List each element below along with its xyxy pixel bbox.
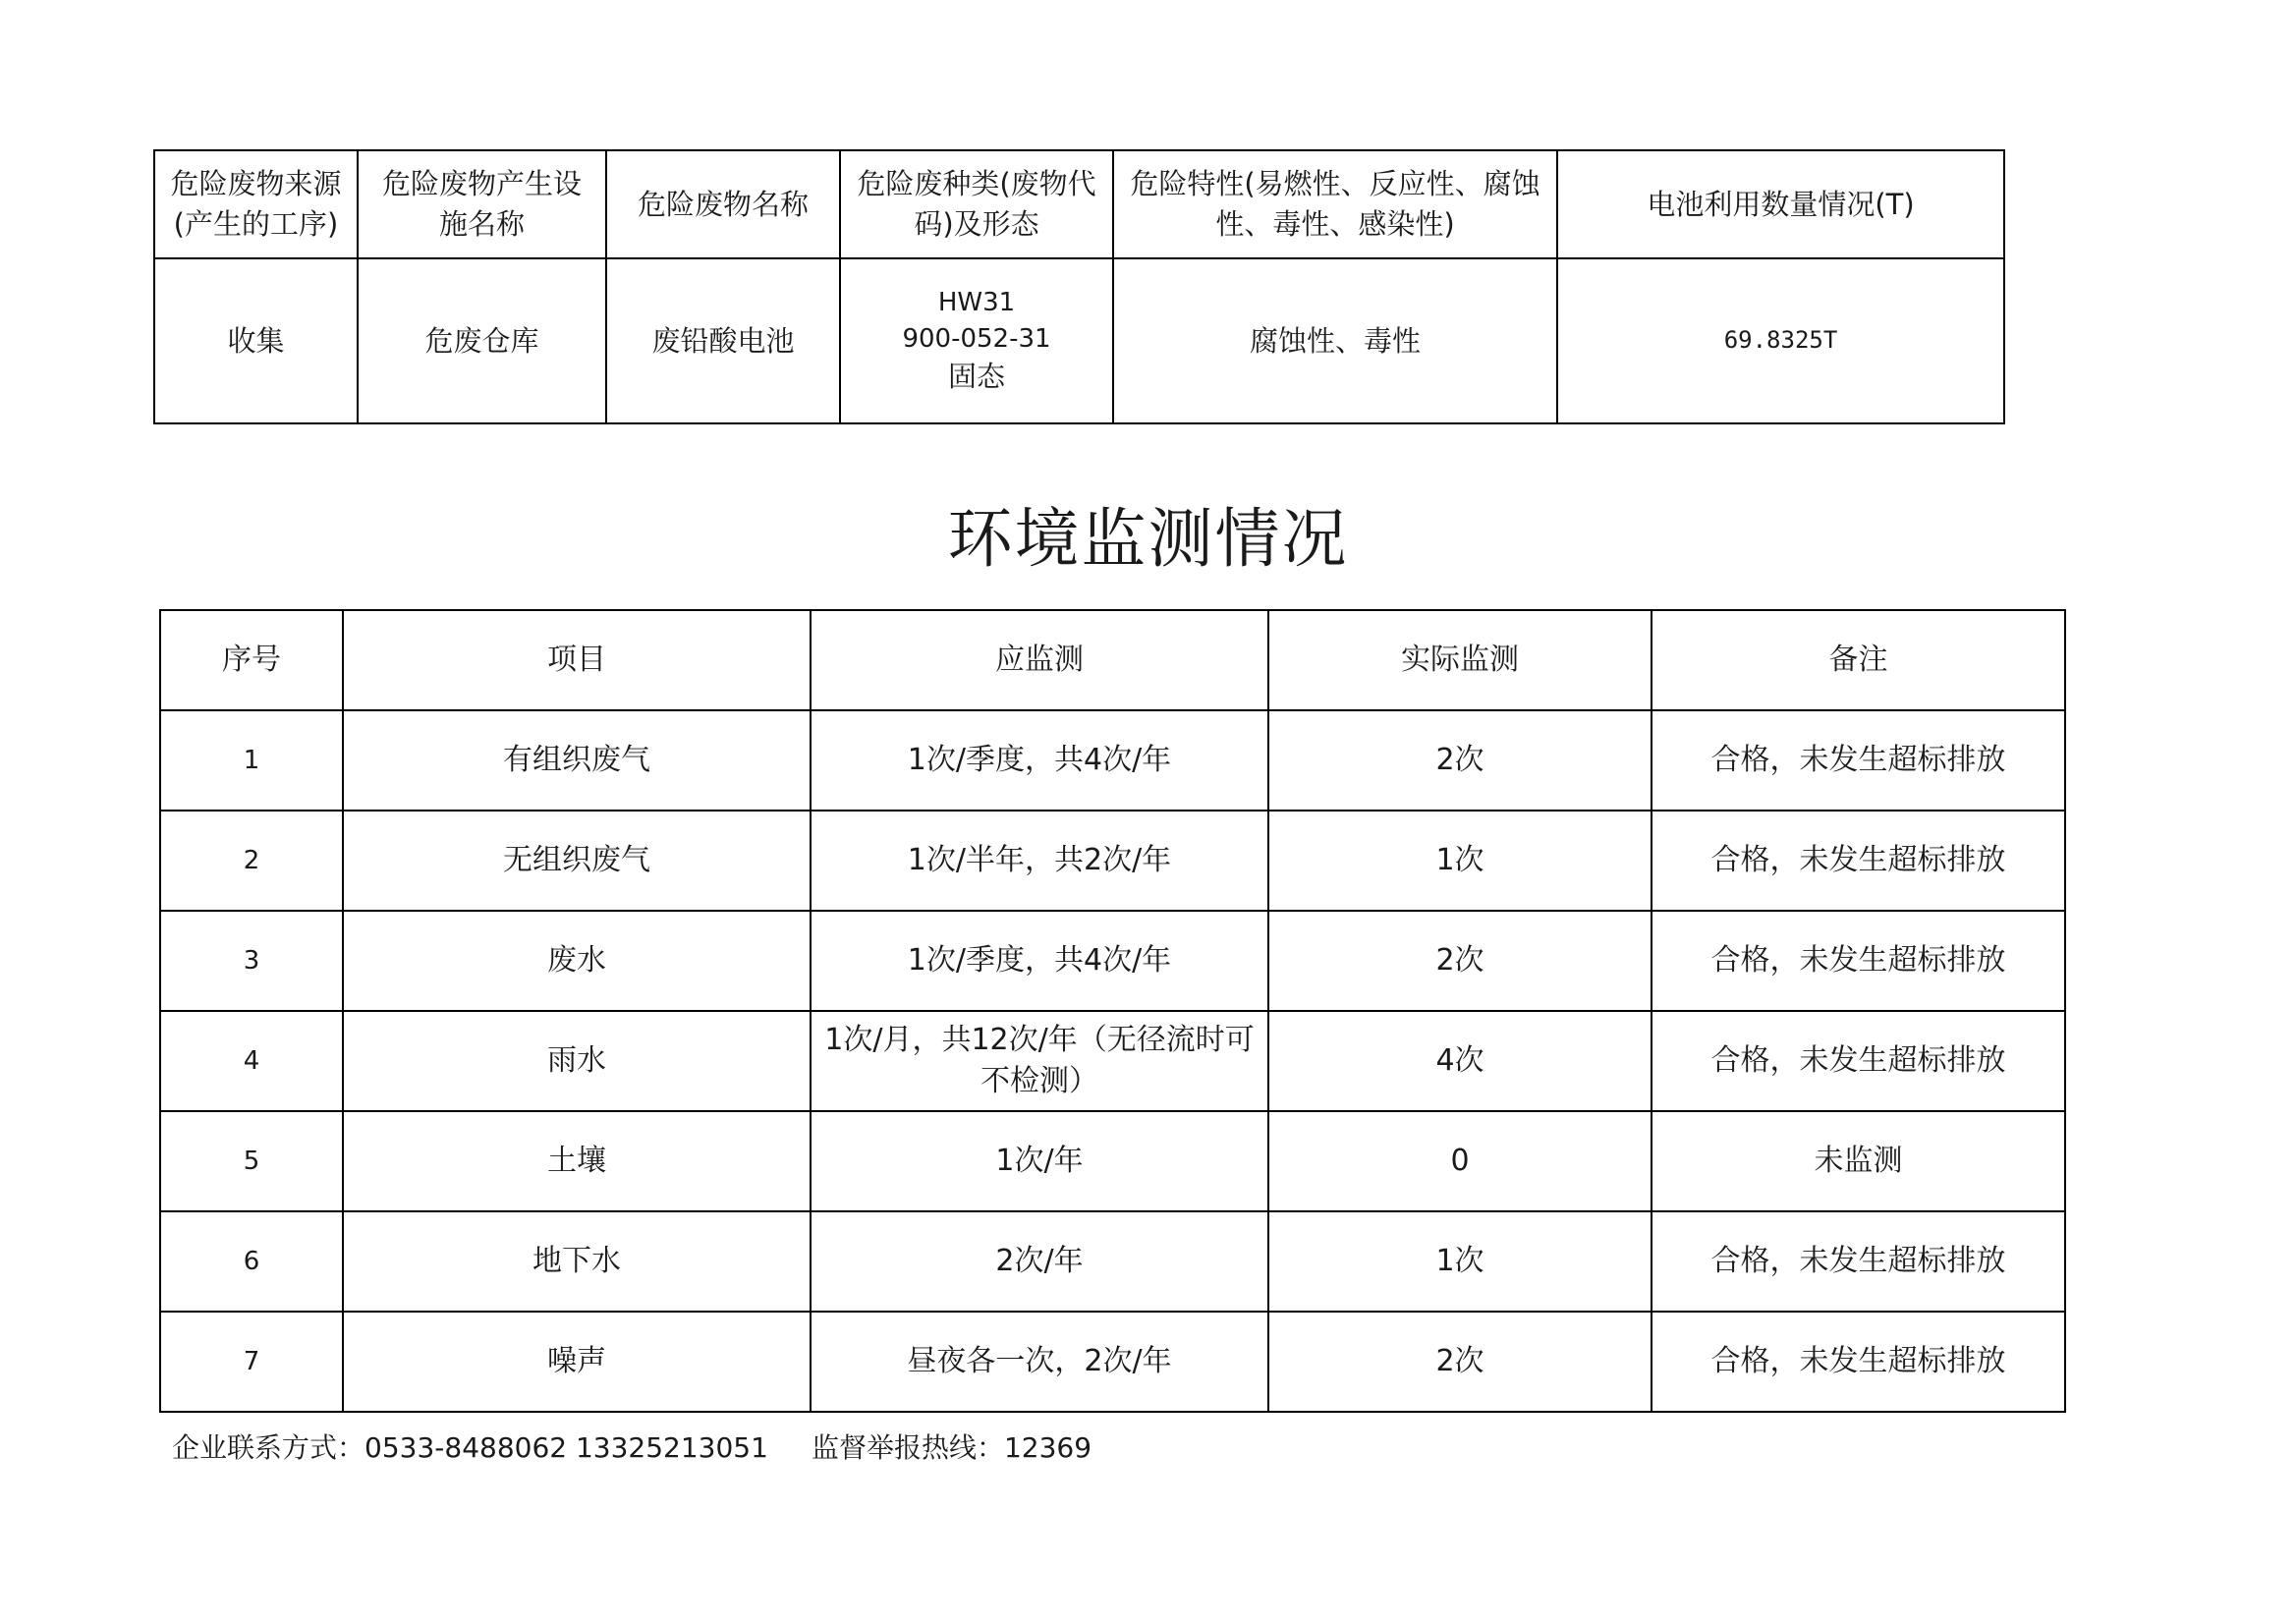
header-note: 备注 xyxy=(1652,610,2065,710)
hotline-label: 监督举报热线： xyxy=(811,1431,1004,1464)
cell-required xyxy=(811,1111,1268,1211)
required-line-1: 2次/年 xyxy=(995,1244,1084,1278)
table-row xyxy=(160,811,2065,911)
cell-no: 3 xyxy=(160,911,343,1011)
section-title: 环境监测情况 xyxy=(947,501,1349,577)
cell-facility: 危废仓库 xyxy=(358,258,606,423)
header-waste-code xyxy=(840,150,1113,258)
cell-actual: 2次 xyxy=(1268,911,1652,1011)
cell-no: 6 xyxy=(160,1211,343,1312)
header-text: 施名称 xyxy=(438,207,525,241)
header-waste-name xyxy=(606,150,840,258)
cell-no: 1 xyxy=(160,710,343,811)
cell-item: 废水 xyxy=(343,911,811,1011)
cell-quantity: 69.8325T xyxy=(1557,258,2004,423)
cell-required xyxy=(811,811,1268,911)
cell-item: 噪声 xyxy=(343,1312,811,1412)
cell-waste-name: 废铅酸电池 xyxy=(606,258,840,423)
table-row xyxy=(160,710,2065,811)
contact-phones: 0533-8488062 13325213051 xyxy=(364,1431,768,1464)
header-facility xyxy=(358,150,606,258)
cell-source: 收集 xyxy=(154,258,358,423)
hazardous-waste-table xyxy=(153,149,2005,424)
cell-note: 未监测 xyxy=(1652,1111,2065,1211)
cell-waste-code xyxy=(840,258,1113,423)
monitoring-table xyxy=(159,609,2066,1413)
cell-actual: 2次 xyxy=(1268,710,1652,811)
required-line-1: 1次/月，共12次/年（无径流时可 xyxy=(824,1023,1255,1057)
code-line-2: 900-052-31 xyxy=(902,323,1051,354)
header-text: 电池利用数量情况(T) xyxy=(1647,187,1915,221)
header-hazard-property xyxy=(1113,150,1557,258)
monitor-body xyxy=(160,710,2065,1412)
cell-no: 5 xyxy=(160,1111,343,1211)
cell-note: 合格，未发生超标排放 xyxy=(1652,1211,2065,1312)
cell-actual: 2次 xyxy=(1268,1312,1652,1412)
required-line-1: 1次/季度，共4次/年 xyxy=(907,943,1172,978)
header-item: 项目 xyxy=(343,610,811,710)
header-text: (产生的工序) xyxy=(173,207,339,241)
cell-actual: 1次 xyxy=(1268,811,1652,911)
contact-label: 企业联系方式： xyxy=(172,1431,365,1464)
header-battery-quantity xyxy=(1557,150,2004,258)
cell-actual: 1次 xyxy=(1268,1211,1652,1312)
hotline-number: 12369 xyxy=(1003,1431,1092,1464)
cell-no: 2 xyxy=(160,811,343,911)
table-row xyxy=(160,1011,2065,1111)
table-row xyxy=(160,911,2065,1011)
footer xyxy=(172,1427,1092,1466)
table-row xyxy=(160,1312,2065,1412)
cell-hazard: 腐蚀性、毒性 xyxy=(1113,258,1557,423)
header-text: 危险废物名称 xyxy=(637,187,809,221)
cell-actual: 0 xyxy=(1268,1111,1652,1211)
waste-form: 固态 xyxy=(947,360,1005,394)
header-text: 危险特性(易燃性、反应性、腐蚀 xyxy=(1130,167,1540,201)
header-text: 危险废物产生设 xyxy=(381,167,582,201)
header-actual: 实际监测 xyxy=(1268,610,1652,710)
monitor-header-row xyxy=(160,610,2065,710)
cell-item: 地下水 xyxy=(343,1211,811,1312)
cell-note: 合格，未发生超标排放 xyxy=(1652,811,2065,911)
table-row xyxy=(160,1111,2065,1211)
cell-item: 有组织废气 xyxy=(343,710,811,811)
cell-actual: 4次 xyxy=(1268,1011,1652,1111)
required-line-1: 1次/季度，共4次/年 xyxy=(907,743,1172,777)
required-line-1: 昼夜各一次，2次/年 xyxy=(907,1344,1172,1378)
waste-header-row xyxy=(154,150,2004,258)
header-text: 危险废种类(废物代 xyxy=(857,167,1096,201)
waste-data-row xyxy=(154,258,2004,423)
cell-note: 合格，未发生超标排放 xyxy=(1652,1011,2065,1111)
header-waste-source xyxy=(154,150,358,258)
required-line-1: 1次/半年，共2次/年 xyxy=(907,843,1172,877)
cell-note: 合格，未发生超标排放 xyxy=(1652,1312,2065,1412)
cell-required xyxy=(811,710,1268,811)
cell-required xyxy=(811,1312,1268,1412)
cell-item: 土壤 xyxy=(343,1111,811,1211)
header-required: 应监测 xyxy=(811,610,1268,710)
cell-no: 4 xyxy=(160,1011,343,1111)
header-text: 性、毒性、感染性) xyxy=(1215,207,1455,241)
required-line-1: 1次/年 xyxy=(995,1144,1084,1178)
cell-required xyxy=(811,1211,1268,1312)
cell-item: 雨水 xyxy=(343,1011,811,1111)
cell-required xyxy=(811,1011,1268,1111)
header-text: 危险废物来源 xyxy=(170,167,342,201)
header-text: 码)及形态 xyxy=(914,207,1039,241)
header-no: 序号 xyxy=(160,610,343,710)
cell-required xyxy=(811,911,1268,1011)
cell-note: 合格，未发生超标排放 xyxy=(1652,710,2065,811)
required-line-2: 不检测） xyxy=(980,1064,1098,1098)
cell-no: 7 xyxy=(160,1312,343,1412)
cell-note: 合格，未发生超标排放 xyxy=(1652,911,2065,1011)
code-line-1: HW31 xyxy=(937,288,1016,318)
table-row xyxy=(160,1211,2065,1312)
cell-item: 无组织废气 xyxy=(343,811,811,911)
